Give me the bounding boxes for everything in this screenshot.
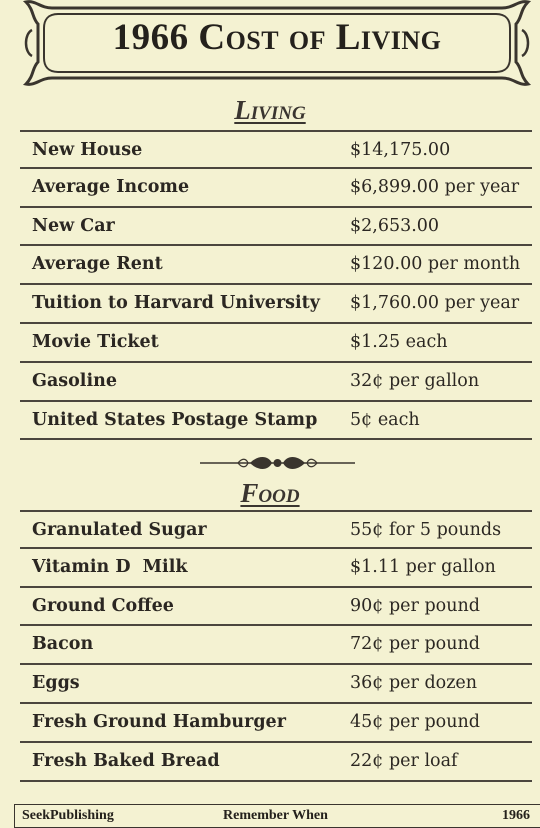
item-price: $120.00 per month [350, 254, 521, 275]
item-price: 55¢ for 5 pounds [350, 520, 502, 540]
table-row [20, 549, 532, 588]
table-row [20, 588, 532, 627]
item-name: Average Rent [32, 254, 163, 275]
item-name: Granulated Sugar [32, 520, 207, 540]
item-name: Fresh Ground Hamburger [32, 711, 286, 732]
food-table [20, 510, 532, 782]
item-name: New Car [32, 215, 115, 236]
table-row [20, 130, 532, 169]
item-price: 72¢ per pound [350, 634, 480, 655]
item-name: Vitamin D Milk [32, 556, 188, 577]
item-name: Average Income [32, 176, 190, 197]
item-price: $1.11 per gallon [350, 556, 496, 577]
living-table [20, 130, 532, 440]
table-row [20, 626, 532, 665]
item-name: Movie Ticket [32, 331, 159, 352]
item-price: 36¢ per dozen [350, 673, 478, 694]
item-name: Gasoline [32, 370, 117, 391]
table-row [20, 743, 532, 782]
item-name: United States Postage Stamp [32, 409, 318, 430]
section-heading-living: Living [234, 95, 306, 125]
item-price: $2,653.00 [350, 215, 440, 236]
table-row [20, 246, 532, 285]
table-row [20, 169, 532, 208]
item-price: 90¢ per pound [350, 595, 480, 616]
item-name: Tuition to Harvard University [32, 293, 320, 314]
page-title: 1966 Cost of Living [112, 17, 442, 58]
item-name: Ground Coffee [32, 595, 174, 616]
table-row [20, 363, 532, 402]
title-banner [22, 0, 532, 86]
item-name: Bacon [32, 634, 94, 655]
footer-series: Remember When [223, 808, 328, 823]
table-row [20, 402, 532, 441]
item-price: $14,175.00 [350, 140, 451, 160]
footer-bar [14, 804, 540, 828]
item-name: Eggs [32, 673, 80, 694]
table-row [20, 665, 532, 704]
item-price: $1.25 each [350, 331, 448, 352]
item-price: 5¢ each [350, 409, 420, 430]
item-price: $6,899.00 per year [350, 176, 520, 197]
item-price: 32¢ per gallon [350, 370, 480, 391]
item-price: $1,760.00 per year [350, 293, 520, 314]
table-row [20, 324, 532, 363]
item-name: New House [32, 140, 143, 160]
footer-year: 1966 [502, 808, 530, 823]
footer-publisher: SeekPublishing [22, 808, 114, 823]
item-name: Fresh Baked Bread [32, 750, 220, 771]
scroll-ornament-icon [200, 455, 355, 471]
table-row [20, 208, 532, 247]
item-price: 45¢ per pound [350, 711, 480, 732]
item-price: 22¢ per loaf [350, 750, 458, 771]
table-row [20, 510, 532, 549]
table-row [20, 704, 532, 743]
section-heading-food: Food [240, 478, 300, 508]
table-row [20, 285, 532, 324]
